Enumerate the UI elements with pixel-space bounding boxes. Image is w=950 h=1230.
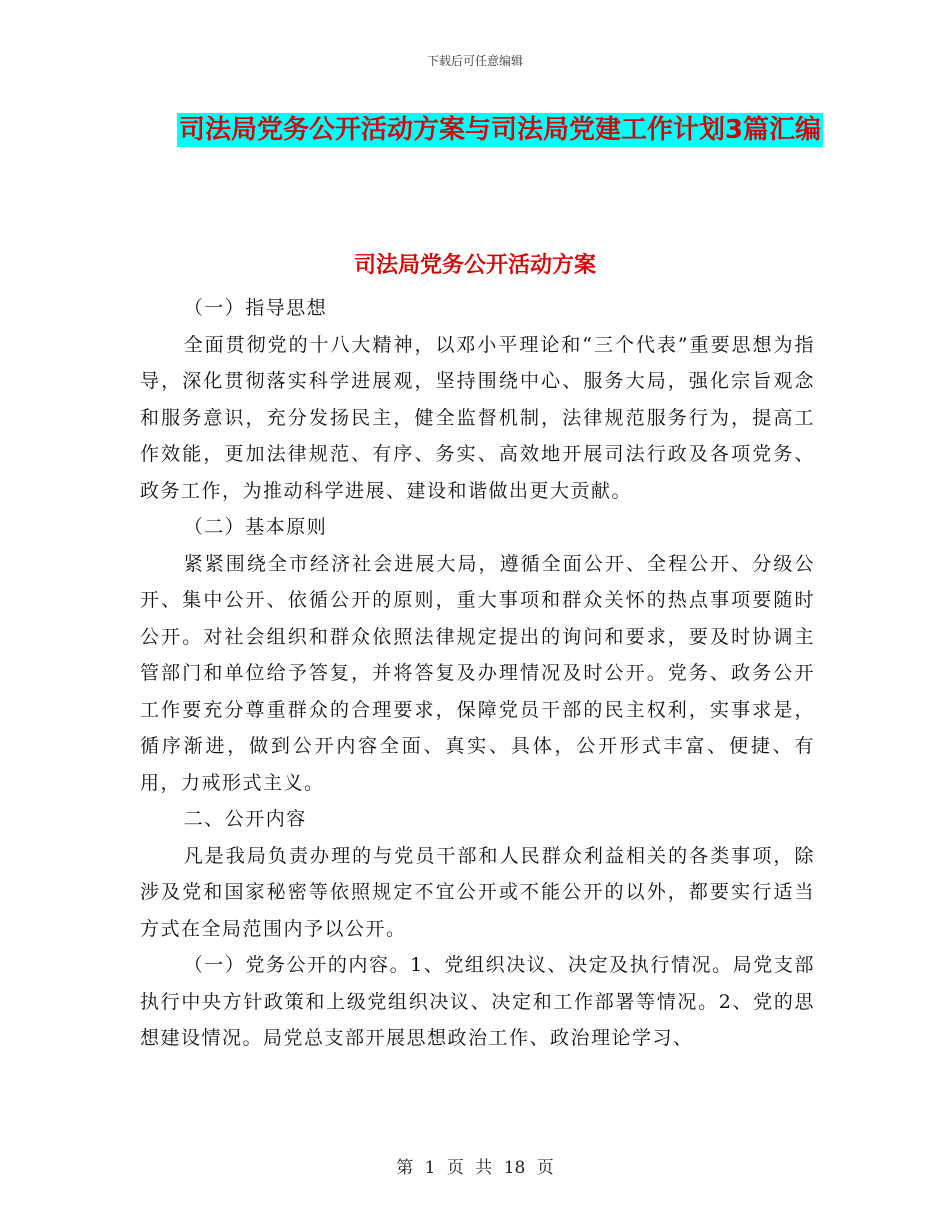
header-note: 下载后可任意编辑: [426, 54, 523, 68]
subheading-basic-principles: （二）基本原则: [183, 516, 328, 538]
document-title-text: 司法局党务公开活动方案与司法局党建工作计划3篇汇编: [178, 115, 822, 145]
paragraph: 凡是我局负责办理的与党员干部和人民群众利益相关的各类事项，除涉及党和国家秘密等依照规定不宜公开或不能公开的以外，都要实行适当方式在全局范围内予以公开。: [140, 844, 815, 940]
document-body: [140, 290, 815, 1057]
paragraph: （一）党务公开的内容。1、党组织决议、决定及执行情况。局党支部执行中央方针政策和上级党组织决议、决定和工作部署等情况。2、党的思想建设情况。局党总支部开展思想政治工作、政治理论学习、: [140, 954, 815, 1049]
document-title: [140, 108, 860, 152]
paragraph: 全面贯彻党的十八大精神，以邓小平理论和“三个代表”重要思想为指导，深化贯彻落实科学进展观，坚持围绕中心、服务大局，强化宗旨观念和服务意识，充分发扬民主，健全监督机制，法律规范服务行为，提高工作效能，更加法律规范、有序、务实、高效地开展司法行政及各项党务、政务工作，为推动科学进展、建设和谐做出更大贡献。: [140, 333, 815, 502]
section-title: 司法局党务公开活动方案: [353, 253, 596, 278]
subheading-public-content: 二、公开内容: [183, 808, 307, 830]
subheading-guiding-thought: （一）指导思想: [183, 297, 328, 319]
page-footer: 第 1 页 共 18 页: [396, 1158, 554, 1178]
paragraph: 紧紧围绕全市经济社会进展大局，遵循全面公开、全程公开、分级公开、集中公开、依循公开的原则，重大事项和群众关怀的热点事项要随时公开。对社会组织和群众依照法律规定提出的询问和要求，要及时协调主管部门和单位给予答复，并将答复及办理情况及时公开。党务、政务公开工作要充分尊重群众的合理要求，保障党员干部的民主权利，实事求是，循序渐进，做到公开内容全面、真实、具体，公开形式丰富、便捷、有用，力戒形式主义。: [140, 552, 815, 794]
